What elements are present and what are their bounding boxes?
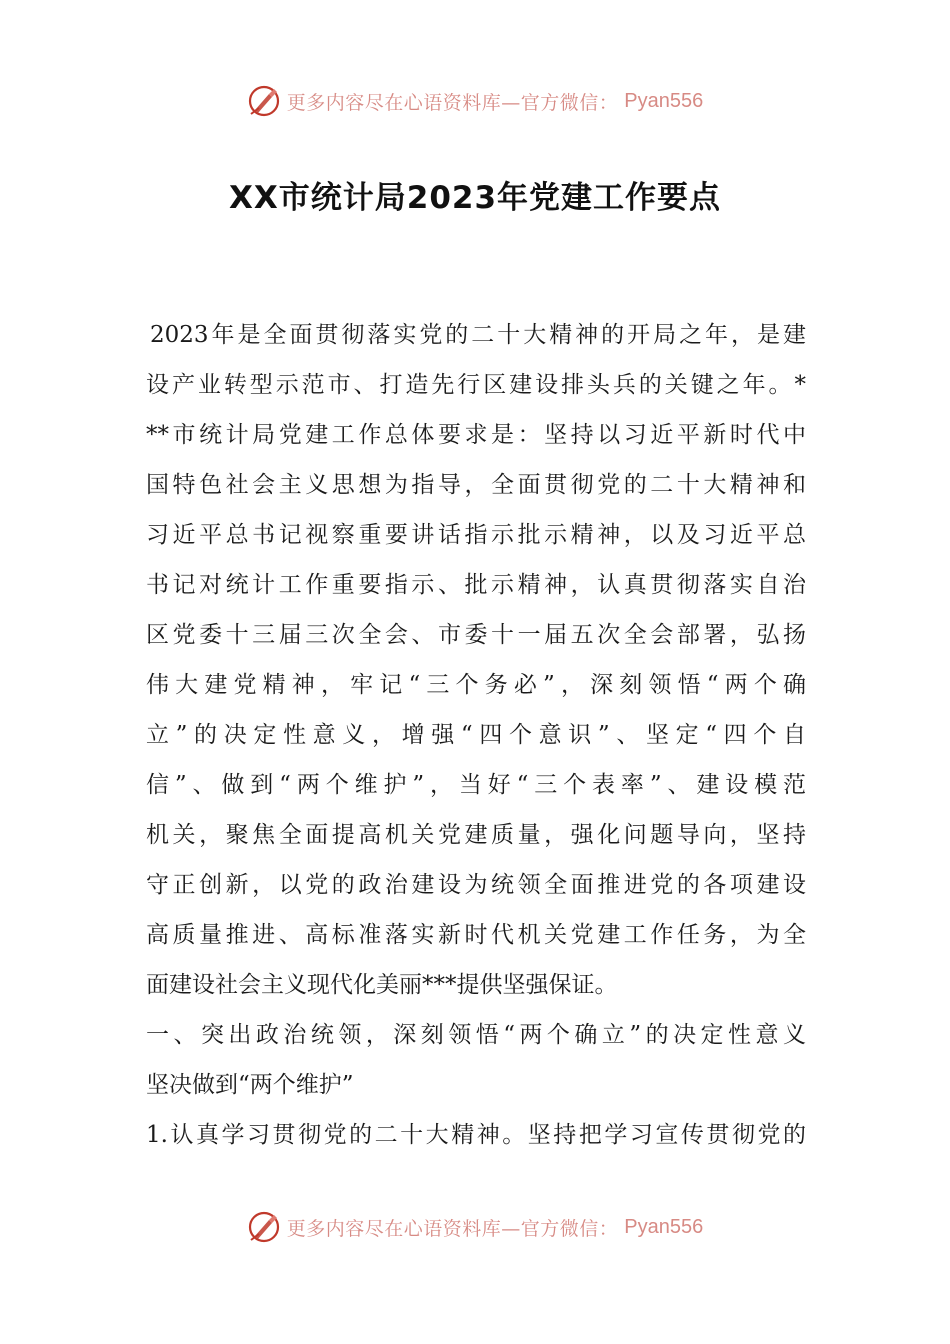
watermark-header bbox=[0, 84, 950, 118]
body-line: 伟大建党精神，牢记“三个务必”，深刻领悟“两个确 bbox=[146, 672, 806, 698]
body-line: 习近平总书记视察重要讲话指示批示精神，以及习近平总 bbox=[146, 522, 806, 548]
body-line: 面建设社会主义现代化美丽***提供坚强保证。 bbox=[146, 972, 618, 998]
body-line: 守正创新，以党的政治建设为统领全面推进党的各项建设 bbox=[146, 872, 806, 898]
body-line: 书记对统计工作重要指示、批示精神，认真贯彻落实自治 bbox=[146, 572, 806, 598]
document-body bbox=[146, 310, 806, 1160]
watermark-wechat-id: Pyan556 bbox=[624, 1215, 704, 1238]
body-line: 2023年是全面贯彻落实党的二十大精神的开局之年，是建 bbox=[150, 322, 806, 348]
body-line: 设产业转型示范市、打造先行区建设排头兵的关键之年。* bbox=[146, 372, 806, 398]
subsection-line: 1.认真学习贯彻党的二十大精神。坚持把学习宣传贯彻党的 bbox=[146, 1122, 806, 1148]
body-line: **市统计局党建工作总体要求是：坚持以习近平新时代中 bbox=[146, 422, 806, 448]
body-line: 立”的决定性意义，增强“四个意识”、坚定“四个自 bbox=[146, 722, 806, 748]
watermark-footer bbox=[0, 1210, 950, 1244]
watermark-wechat-id: Pyan556 bbox=[624, 89, 704, 112]
section-heading-line: 坚决做到“两个维护” bbox=[146, 1072, 354, 1098]
document-title: XX市统计局2023年党建工作要点 bbox=[228, 180, 722, 216]
pen-nib-logo-icon bbox=[247, 84, 281, 118]
body-line: 区党委十三届三次全会、市委十一届五次全会部署，弘扬 bbox=[146, 622, 806, 648]
body-line: 高质量推进、高标准落实新时代机关党建工作任务，为全 bbox=[146, 922, 806, 948]
body-line: 机关，聚焦全面提高机关党建质量，强化问题导向，坚持 bbox=[146, 822, 806, 848]
body-line: 信”、做到“两个维护”，当好“三个表率”、建设模范 bbox=[146, 772, 806, 798]
watermark-text: 更多内容尽在心语资料库—官方微信： bbox=[286, 91, 619, 114]
watermark-text: 更多内容尽在心语资料库—官方微信： bbox=[286, 1217, 619, 1240]
pen-nib-logo-icon bbox=[247, 1210, 281, 1244]
body-line: 国特色社会主义思想为指导，全面贯彻党的二十大精神和 bbox=[146, 472, 806, 498]
section-heading-line: 一、突出政治统领，深刻领悟“两个确立”的决定性意义 bbox=[146, 1022, 806, 1048]
